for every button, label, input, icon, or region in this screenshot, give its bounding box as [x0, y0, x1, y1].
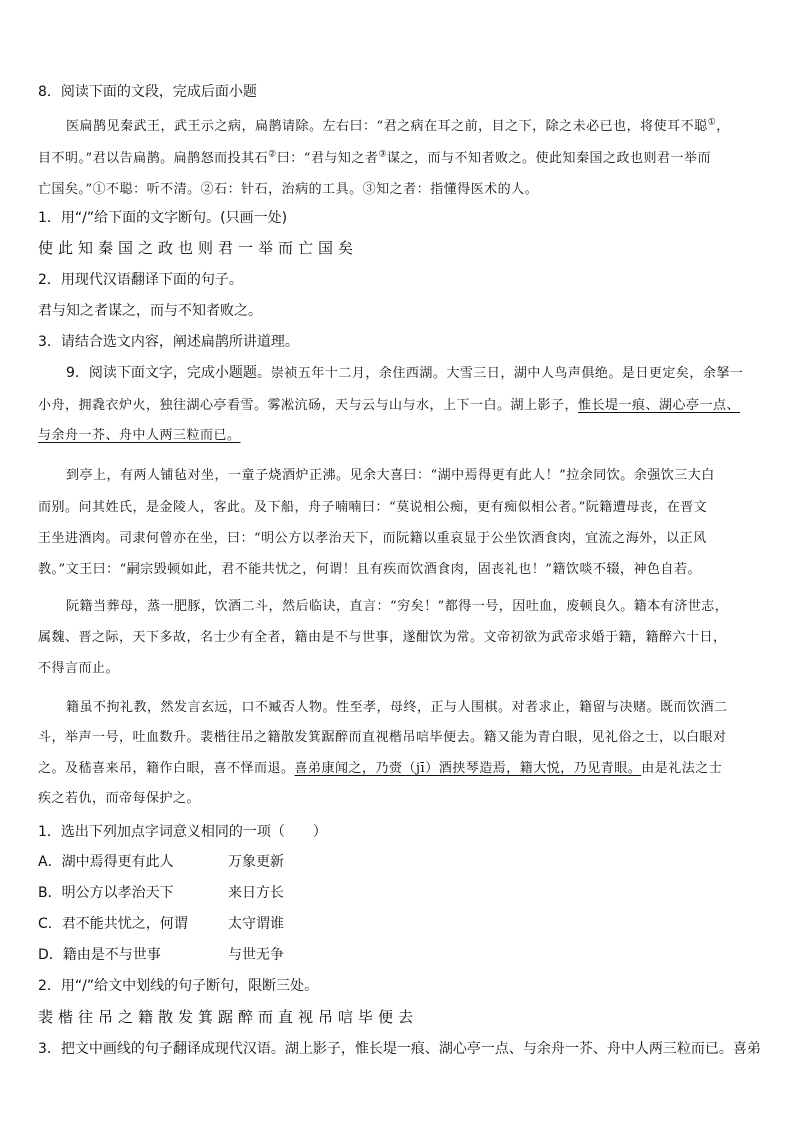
q8-sub3-question: 3．请结合选文内容，阐述扁鹊所讲道理。 — [38, 334, 299, 350]
option-a[interactable] — [38, 851, 284, 871]
q8-passage-line-1 — [38, 115, 730, 134]
q9-sub2-question: 2．用“/”给文中划线的句子断句，限断三处。 — [38, 978, 319, 994]
q8-sub1-text: 使此知秦国之政也则君一举而亡国矣 — [38, 239, 359, 257]
q9-para4-line-3 — [38, 757, 722, 776]
q9-para3-line-1: 阮籍当葬母，蒸一肥豚，饮酒二斗，然后临诀，直言：“穷矣！”都得一号，因吐血，废顿良久。籍本有济世志， — [66, 599, 729, 614]
option-a-right: 万象更新 — [228, 854, 284, 870]
q9-heading: 9．阅读下面文字，完成小题题。 — [66, 365, 271, 381]
option-c[interactable] — [38, 913, 284, 933]
q9-para3-line-3: 不得言而止。 — [38, 661, 120, 676]
footnote-mark: ② — [268, 149, 277, 160]
q9-sub1-question: 1．选出下列加点字词意义相同的一项（ ） — [38, 824, 327, 840]
q9-para4-line-4: 疾之若仇，而帝每保护之。 — [38, 791, 201, 806]
option-c-right: 太守谓谁 — [228, 916, 284, 932]
q8-sub2-text: 君与知之者谋之，而与不知者败之。 — [38, 303, 262, 319]
q9-intro-line — [38, 362, 743, 382]
option-d-left: D．籍由是不与世事 — [38, 947, 161, 963]
underlined-sentence: 惟长堤一痕、湖心亭一点、 — [578, 398, 741, 413]
q9-passage-text: 小舟，拥毳衣炉火，独往湖心亭看雪。雾凇沆砀，天与云与山与水，上下一白。湖上影子， — [38, 398, 579, 413]
q8-passage-text: 谋之，而与不知者败之。使此知秦国之政也则君一举而 — [386, 151, 711, 166]
option-b-left: B．明公方以孝治天下 — [38, 885, 174, 901]
q8-sub2-question: 2．用现代汉语翻译下面的句子。 — [38, 272, 243, 288]
q9-passage-line-3 — [38, 424, 241, 443]
q8-passage-text: 曰：“君与知之者 — [276, 151, 379, 166]
q9-para4-line-1: 籍虽不拘礼教，然发言玄远，口不臧否人物。性至孝，母终，正与人围棋。对者求止，籍留与决赌。既而饮酒二 — [66, 700, 728, 715]
q9-sub3-question: 3．把文中画线的句子翻译成现代汉语。湖上影子，惟长堤一痕、湖心亭一点、与余舟一芥、舟中人两三粒而已。喜弟 — [38, 1041, 761, 1057]
option-b[interactable] — [38, 882, 284, 902]
q9-para2-line-2: 而别。问其姓氏，是金陵人，客此。及下船，舟子喃喃曰：“莫说相公痴，更有痴似相公者。”阮籍遭母丧，在晋文 — [38, 500, 708, 515]
option-d[interactable] — [38, 944, 284, 964]
option-b-right: 来日方长 — [228, 885, 284, 901]
underlined-sentence: 与余舟一芥、舟中人两三粒而已。 — [38, 428, 241, 443]
option-a-left: A．湖中焉得更有此人 — [38, 854, 174, 870]
q9-para2-line-4: 教。”文王曰：“嗣宗毁顿如此，君不能共忧之，何谓！且有疾而饮酒食肉，固丧礼也！”籍饮啖不辍，神色自若。 — [38, 562, 701, 577]
q9-sub2-text: 裴楷往吊之籍散发箕踞醉而直视吊唁毕便去 — [38, 1008, 419, 1026]
q9-para2-line-3: 王坐进酒肉。司隶何曾亦在坐，曰：“明公方以孝治天下，而阮籍以重哀显于公坐饮酒食肉，宜流之海外，以正风 — [38, 531, 707, 546]
underlined-sentence: 喜弟康闻之，乃赍（jī）酒挟琴造焉，籍大悦，乃见青眼。 — [294, 761, 642, 776]
q8-sub1-question: 1．用“/”给下面的文字断句。(只画一处) — [38, 210, 288, 226]
option-c-left: C．君不能共忧之，何谓 — [38, 916, 188, 932]
q9-para2-line-1: 到亭上，有两人铺毡对坐，一童子烧酒炉正沸。见余大喜曰：“湖中焉得更有此人！”拉余同饮。余强饮三大白 — [66, 468, 715, 483]
q9-para3-line-2: 属魏、晋之际，天下多故，名士少有全者，籍由是不与世事，遂酣饮为常。文帝初欲为武帝求婚于籍，籍醉六十日， — [38, 630, 727, 645]
q8-passage-line-2 — [38, 147, 711, 166]
q9-passage-text: 由是礼法之士 — [641, 761, 723, 776]
q9-passage-text: 崇祯五年十二月，余住西湖。大雪三日，湖中人鸟声俱绝。是日更定矣，余拏一 — [270, 366, 744, 381]
q9-passage-text: 之。及嵇喜来吊，籍作白眼，喜不怿而退。 — [38, 761, 295, 776]
footnote-mark: ① — [707, 117, 717, 128]
footnote-mark: ③ — [378, 149, 387, 160]
q8-passage-text: ， — [716, 119, 730, 134]
option-d-right: 与世无争 — [228, 947, 284, 963]
q9-para4-line-2: 斗，举声一号，吐血数升。裴楷往吊之籍散发箕踞醉而直视楷吊唁毕便去。籍又能为青白眼，见礼俗之士，以白眼对 — [38, 730, 727, 745]
q9-passage-line-2 — [38, 394, 740, 413]
q8-passage-line-3: 亡国矣。”①不聪：听不清。②石：针石，治病的工具。③知之者：指懂得医术的人。 — [38, 182, 539, 197]
q8-passage-text: 目不明。”君以告扁鹊。扁鹊怒而投其石 — [38, 151, 269, 166]
q8-passage-text: 医扁鹊见秦武王，武王示之病，扁鹊请除。左右曰：“君之病在耳之前，目之下，除之未必已也，将使耳不聪 — [66, 119, 708, 134]
q8-heading: 8．阅读下面的文段，完成后面小题 — [38, 84, 257, 100]
